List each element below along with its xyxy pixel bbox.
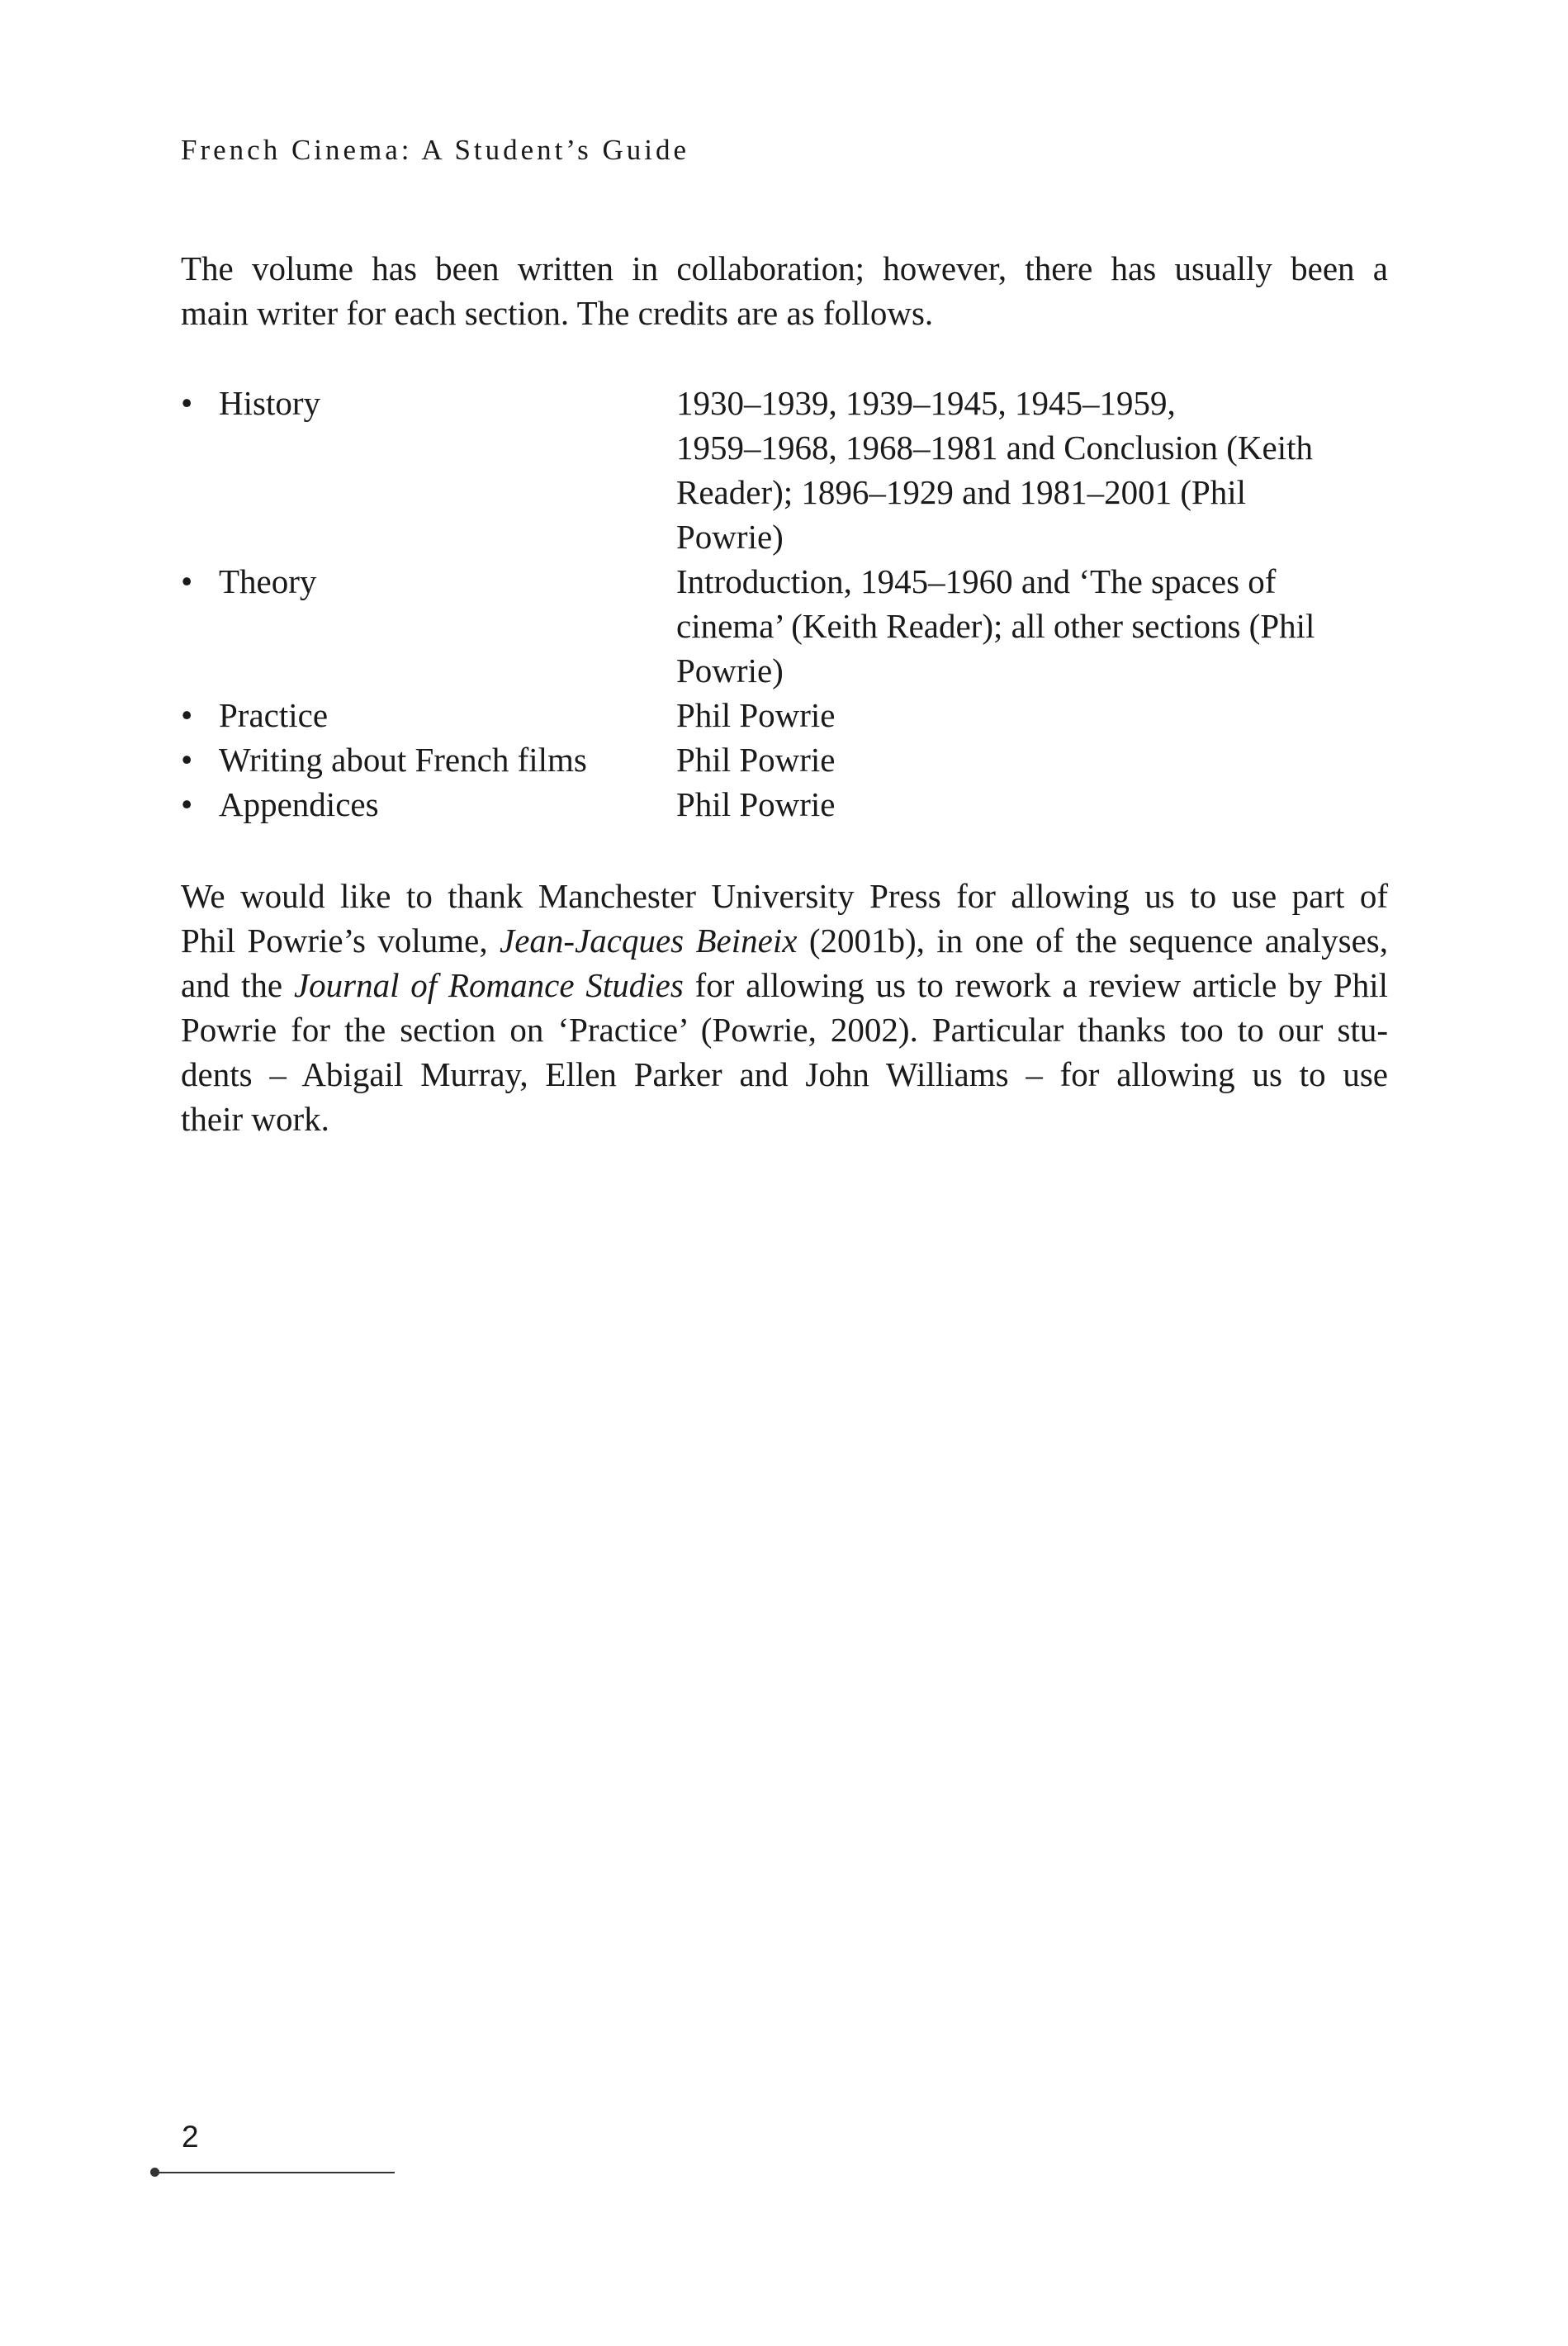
credit-line: Powrie)	[676, 652, 784, 690]
credit-row-writing	[181, 737, 1388, 782]
journal-title: Journal of Romance Studies	[293, 966, 684, 1004]
credit-line: 1959–1968, 1968–1981 and Conclusion (Keith	[676, 429, 1313, 467]
thanks-line: dents – Abigail Murray, Ellen Parker and John Williams – for allowing us to use	[181, 1055, 1388, 1093]
folio-rule	[155, 2172, 395, 2173]
thanks-line: their work.	[181, 1100, 329, 1138]
credit-row-theory	[181, 559, 1388, 693]
credit-text	[676, 737, 1388, 782]
bullet-icon: •	[181, 384, 193, 422]
bullet-icon: •	[181, 785, 193, 823]
credit-line: Phil Powrie	[676, 696, 836, 734]
credit-line: Phil Powrie	[676, 785, 836, 823]
credit-row-practice	[181, 693, 1388, 737]
credit-line: Introduction, 1945–1960 and ‘The spaces of	[676, 562, 1277, 600]
intro-line: main writer for each section. The credits are as follows.	[181, 294, 934, 332]
credit-text	[676, 559, 1388, 693]
credit-text	[676, 782, 1388, 827]
credit-line: Reader); 1896–1929 and 1981–2001 (Phil	[676, 473, 1247, 511]
thanks-line: Powrie for the section on ‘Practice’ (Powrie, 2002). Particular thanks too to our stu-	[181, 1011, 1388, 1049]
credit-text	[676, 381, 1388, 559]
thanks-line: We would like to thank Manchester University Press for allowing us to use part of	[181, 877, 1388, 915]
credit-row-appendices	[181, 782, 1388, 827]
credit-line: cinema’ (Keith Reader); all other sections (Phil	[676, 607, 1315, 645]
bullet-icon: •	[181, 741, 193, 779]
book-title: Jean-Jacques Beineix	[500, 922, 798, 960]
bullet-icon: •	[181, 562, 193, 600]
credit-line: Powrie)	[676, 518, 784, 556]
credit-line: Phil Powrie	[676, 741, 836, 779]
credit-label: Appendices	[219, 785, 379, 823]
thanks-line: and the Journal of Romance Studies for allowing us to rework a review article by Phil	[181, 966, 1389, 1004]
credit-label: Theory	[219, 562, 317, 600]
credits-list	[181, 381, 1388, 827]
thanks-line: Phil Powrie’s volume, Jean-Jacques Beineix (2001b), in one of the sequence analyses,	[181, 922, 1388, 960]
page-number: 2	[182, 2120, 199, 2154]
intro-line: The volume has been written in collaboration; however, there has usually been a	[181, 249, 1388, 287]
credit-label: Writing about French films	[219, 741, 587, 779]
running-head: French Cinema: A Student’s Guide	[181, 134, 690, 166]
credit-text	[676, 693, 1388, 737]
credit-label: History	[219, 384, 320, 422]
intro-paragraph	[181, 246, 1388, 335]
acknowledgements-paragraph	[181, 874, 1388, 1141]
bullet-icon: •	[181, 696, 193, 734]
credit-label: Practice	[219, 696, 329, 734]
credit-line: 1930–1939, 1939–1945, 1945–1959,	[676, 384, 1176, 422]
credit-row-history	[181, 381, 1388, 559]
